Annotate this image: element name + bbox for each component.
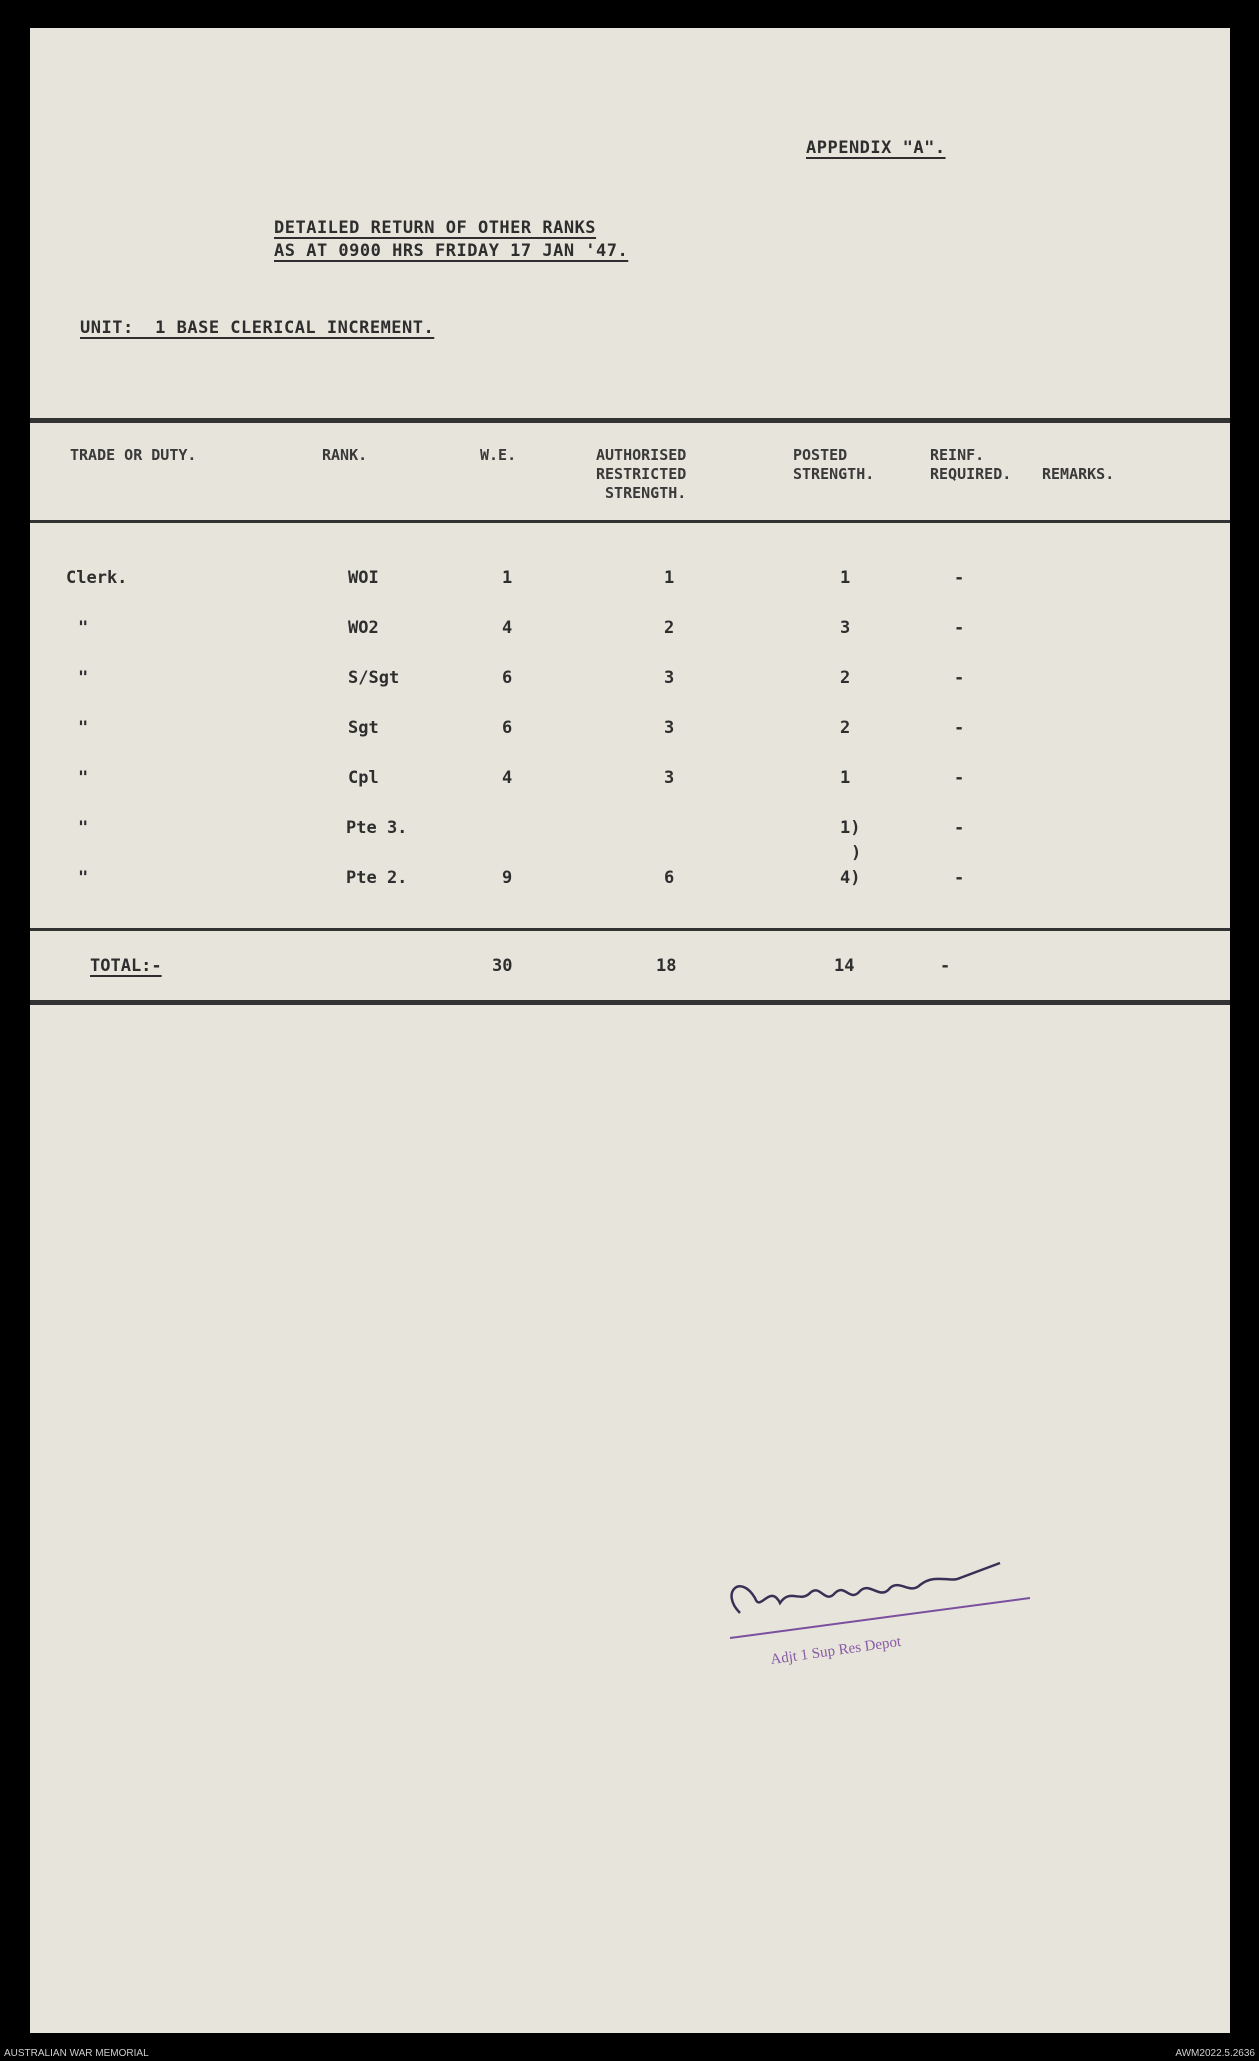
cell-rank: Sgt [348, 718, 379, 738]
footer-right: AWM2022.5.2636 [1175, 2048, 1255, 2059]
header-reinf: REINF. REQUIRED. [930, 446, 1012, 483]
cell-trade: " [78, 818, 89, 838]
total-posted: 14 [834, 956, 855, 976]
cell-auth: 1 [664, 568, 675, 588]
cell-posted: 2 [840, 668, 851, 688]
cell-reinf: - [954, 618, 965, 638]
cell-we: 9 [502, 868, 513, 888]
cell-reinf: - [954, 768, 965, 788]
cell-reinf: - [954, 568, 965, 588]
cell-reinf: - [954, 668, 965, 688]
cell-trade: " [78, 718, 89, 738]
appendix-label: APPENDIX "A". [806, 138, 946, 158]
header-trade: TRADE OR DUTY. [70, 446, 197, 464]
cell-rank: WOI [348, 568, 379, 588]
bracket-mark: ) [851, 843, 862, 863]
cell-posted: 1) [840, 818, 861, 838]
cell-reinf: - [954, 718, 965, 738]
cell-rank: WO2 [348, 618, 379, 638]
cell-trade: " [78, 868, 89, 888]
stamp-text: Adjt 1 Sup Res Depot [769, 1633, 903, 1669]
document-page [30, 28, 1230, 2033]
cell-posted: 3 [840, 618, 851, 638]
cell-we: 1 [502, 568, 513, 588]
header-we: W.E. [480, 446, 517, 464]
cell-auth: 6 [664, 868, 675, 888]
header-posted: POSTED STRENGTH. [793, 446, 875, 483]
cell-auth: 3 [664, 668, 675, 688]
cell-rank: Cpl [348, 768, 379, 788]
cell-posted: 1 [840, 568, 851, 588]
header-bottom-rule [30, 520, 1230, 523]
cell-auth: 3 [664, 768, 675, 788]
cell-we: 6 [502, 668, 513, 688]
cell-we: 4 [502, 768, 513, 788]
footer-left: AUSTRALIAN WAR MEMORIAL [4, 2048, 149, 2059]
cell-trade: " [78, 618, 89, 638]
total-auth: 18 [656, 956, 677, 976]
cell-posted: 2 [840, 718, 851, 738]
cell-rank: S/Sgt [348, 668, 400, 688]
cell-auth: 2 [664, 618, 675, 638]
cell-rank: Pte 3. [346, 818, 408, 838]
total-label: TOTAL:- [90, 956, 162, 976]
title-line-2: AS AT 0900 HRS FRIDAY 17 JAN '47. [274, 241, 629, 261]
cell-trade: " [78, 668, 89, 688]
cell-trade: Clerk. [66, 568, 128, 588]
cell-posted: 1 [840, 768, 851, 788]
cell-posted: 4) [840, 868, 861, 888]
table-bottom-rule [30, 1000, 1230, 1005]
unit-line: UNIT: 1 BASE CLERICAL INCREMENT. [80, 318, 435, 338]
cell-we: 6 [502, 718, 513, 738]
cell-rank: Pte 2. [346, 868, 408, 888]
total-reinf: - [940, 956, 951, 976]
total-we: 30 [492, 956, 513, 976]
cell-we: 4 [502, 618, 513, 638]
cell-reinf: - [954, 868, 965, 888]
cell-auth: 3 [664, 718, 675, 738]
header-authorised: AUTHORISED RESTRICTED STRENGTH. [596, 446, 687, 502]
table-top-rule [30, 418, 1230, 423]
cell-reinf: - [954, 818, 965, 838]
header-rank: RANK. [322, 446, 368, 464]
total-top-rule [30, 928, 1230, 931]
cell-trade: " [78, 768, 89, 788]
title-line-1: DETAILED RETURN OF OTHER RANKS [274, 218, 597, 238]
header-remarks: REMARKS. [1042, 465, 1115, 483]
